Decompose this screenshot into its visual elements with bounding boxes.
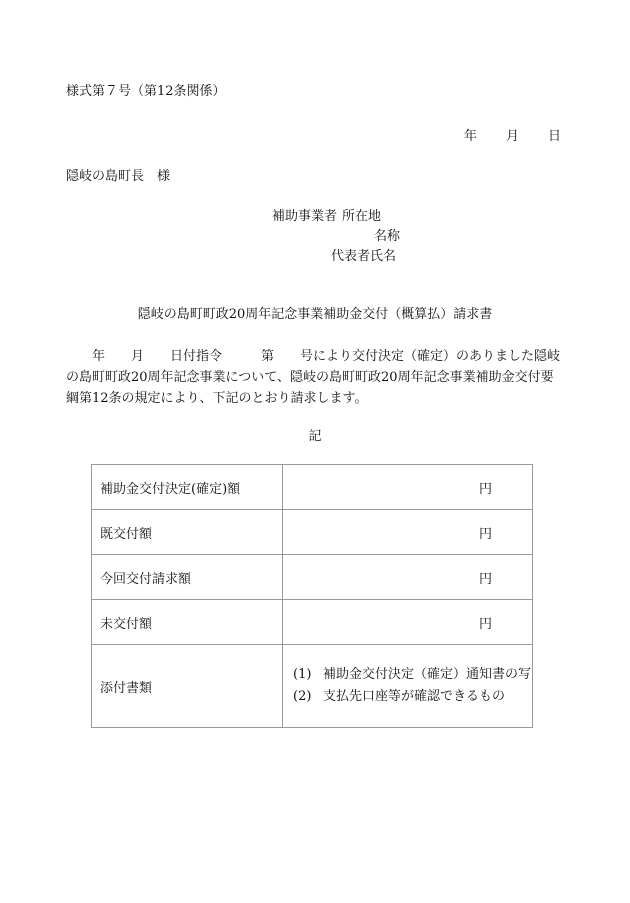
attachments-label: 添付書類 [92,645,283,728]
row-label: 今回交付請求額 [92,555,283,600]
table-row-attachments [92,645,533,728]
attachment-number: (2) [293,689,312,704]
date-year: 年 [464,129,478,144]
address-label: 所在地 [342,209,382,224]
date-line [464,130,561,143]
body-line: 年 月 日付指令 第 号により交付決定（確定）のありました隠岐 [92,349,561,364]
attachments-list [283,645,533,728]
attachment-text: 支払先口座等が確認できるもの [323,689,506,704]
form-number: 様式第７号（第12条関係） [66,84,226,99]
attachment-text: 補助金交付決定（確定）通知書の写 [323,667,532,682]
applicant-role: 補助事業者 [272,209,338,224]
body-line: 綱第12条の規定により、下記のとおり請求します。 [66,391,368,406]
ki-heading: 記 [308,429,322,444]
representative-label: 代表者氏名 [331,249,397,264]
addressee: 隠岐の島町長 様 [66,169,171,184]
attachment-item [283,686,532,708]
attachment-item [283,664,532,686]
row-value-unit: 円 [283,465,533,510]
summary-table [91,464,533,728]
table-row [92,555,533,600]
name-label: 名称 [374,229,401,244]
row-value-unit: 円 [283,510,533,555]
row-label: 未交付額 [92,600,283,645]
body-text [66,346,566,409]
date-month: 月 [506,129,520,144]
document-title: 隠岐の島町町政20周年記念事業補助金交付（概算払）請求書 [137,307,493,322]
applicant-block [272,210,400,270]
row-label: 補助金交付決定(確定)額 [92,465,283,510]
table-row [92,600,533,645]
body-line: の島町町政20周年記念事業について、隠岐の島町町政20周年記念事業補助金交付要 [66,370,554,385]
row-value-unit: 円 [283,555,533,600]
row-label: 既交付額 [92,510,283,555]
table-row [92,510,533,555]
row-value-unit: 円 [283,600,533,645]
table-row [92,465,533,510]
date-day: 日 [548,129,562,144]
attachment-number: (1) [293,667,312,682]
